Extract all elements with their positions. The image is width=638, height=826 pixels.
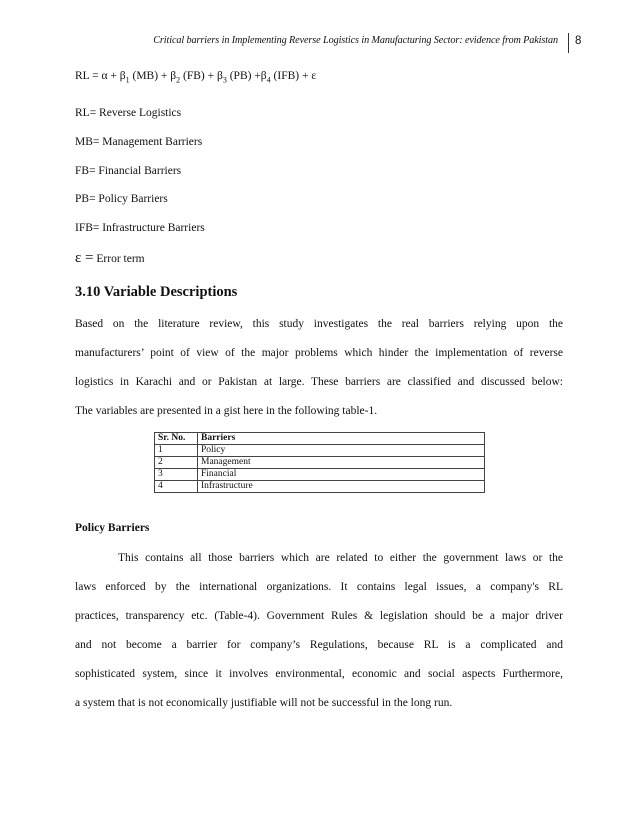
definition-pb: PB= Policy Barriers xyxy=(75,193,168,205)
running-title: Critical barriers in Implementing Reverse Logistics in Manufacturing Sector: evidence from Pakistan xyxy=(153,35,558,46)
table-cell: 1 xyxy=(155,445,198,457)
definition-rl: RL= Reverse Logistics xyxy=(75,107,182,119)
table-cell: 2 xyxy=(155,457,198,469)
table-cell: Management xyxy=(198,457,485,469)
table-row xyxy=(155,481,485,493)
epsilon-symbol: ε = xyxy=(75,250,94,266)
table-row xyxy=(155,445,485,457)
variables-table xyxy=(154,432,485,493)
paragraph-line: This contains all those barriers which are related to either the government laws or the xyxy=(118,552,563,564)
error-term-label: Error term xyxy=(96,253,145,265)
table-cell: Financial xyxy=(198,469,485,481)
policy-paragraph xyxy=(75,550,563,724)
paragraph-line: manufacturers’ point of view of the major problems which hinder the implementation of reverse xyxy=(75,347,563,359)
header-divider xyxy=(568,33,569,53)
paragraph-line: Based on the literature review, this study investigates the real barriers relying upon the xyxy=(75,318,563,330)
table-cell: Policy xyxy=(198,445,485,457)
paragraph-line: a system that is not economically justifiable will not be successful in the long run. xyxy=(75,697,453,709)
table-cell: Infrastructure xyxy=(198,481,485,493)
paragraph-line: practices, transparency etc. (Table-4). Government Rules & legislation should be a major driver xyxy=(75,610,563,622)
column-header-barriers: Barriers xyxy=(198,433,485,445)
table-cell: 3 xyxy=(155,469,198,481)
definition-mb: MB= Management Barriers xyxy=(75,136,203,148)
definition-fb: FB= Financial Barriers xyxy=(75,165,182,177)
paragraph-line: The variables are presented in a gist here in the following table-1. xyxy=(75,405,378,417)
column-header-sr-no: Sr. No. xyxy=(155,433,198,445)
paragraph-line: sophisticated system, since it involves environmental, economic and social aspects Furthermore, xyxy=(75,668,563,680)
paragraph-line: and not become a barrier for company’s Regulations, because RL is a complicated and xyxy=(75,639,563,651)
paragraph-line: laws enforced by the international organizations. It contains legal issues, a company's RL xyxy=(75,581,563,593)
section-heading: 3.10 Variable Descriptions xyxy=(75,284,238,300)
page-number: 8 xyxy=(575,35,582,47)
regression-equation: RL = $\alpha + \beta_1$ $(MB) + \beta_2$ $(FB) + \beta_3$ $(PB) +\beta_4$ (IFB) + ε xyxy=(75,70,317,85)
table-header-row xyxy=(155,433,485,445)
policy-barriers-heading: Policy Barriers xyxy=(75,522,150,534)
table-cell: 4 xyxy=(155,481,198,493)
section-paragraph xyxy=(75,316,563,432)
definition-ifb: IFB= Infrastructure Barriers xyxy=(75,222,205,234)
paragraph-line: logistics in Karachi and or Pakistan at large. These barriers are classified and discussed below: xyxy=(75,376,563,388)
table-row xyxy=(155,469,485,481)
table-row xyxy=(155,457,485,469)
definition-error-term xyxy=(75,250,145,267)
page-header xyxy=(0,33,638,53)
